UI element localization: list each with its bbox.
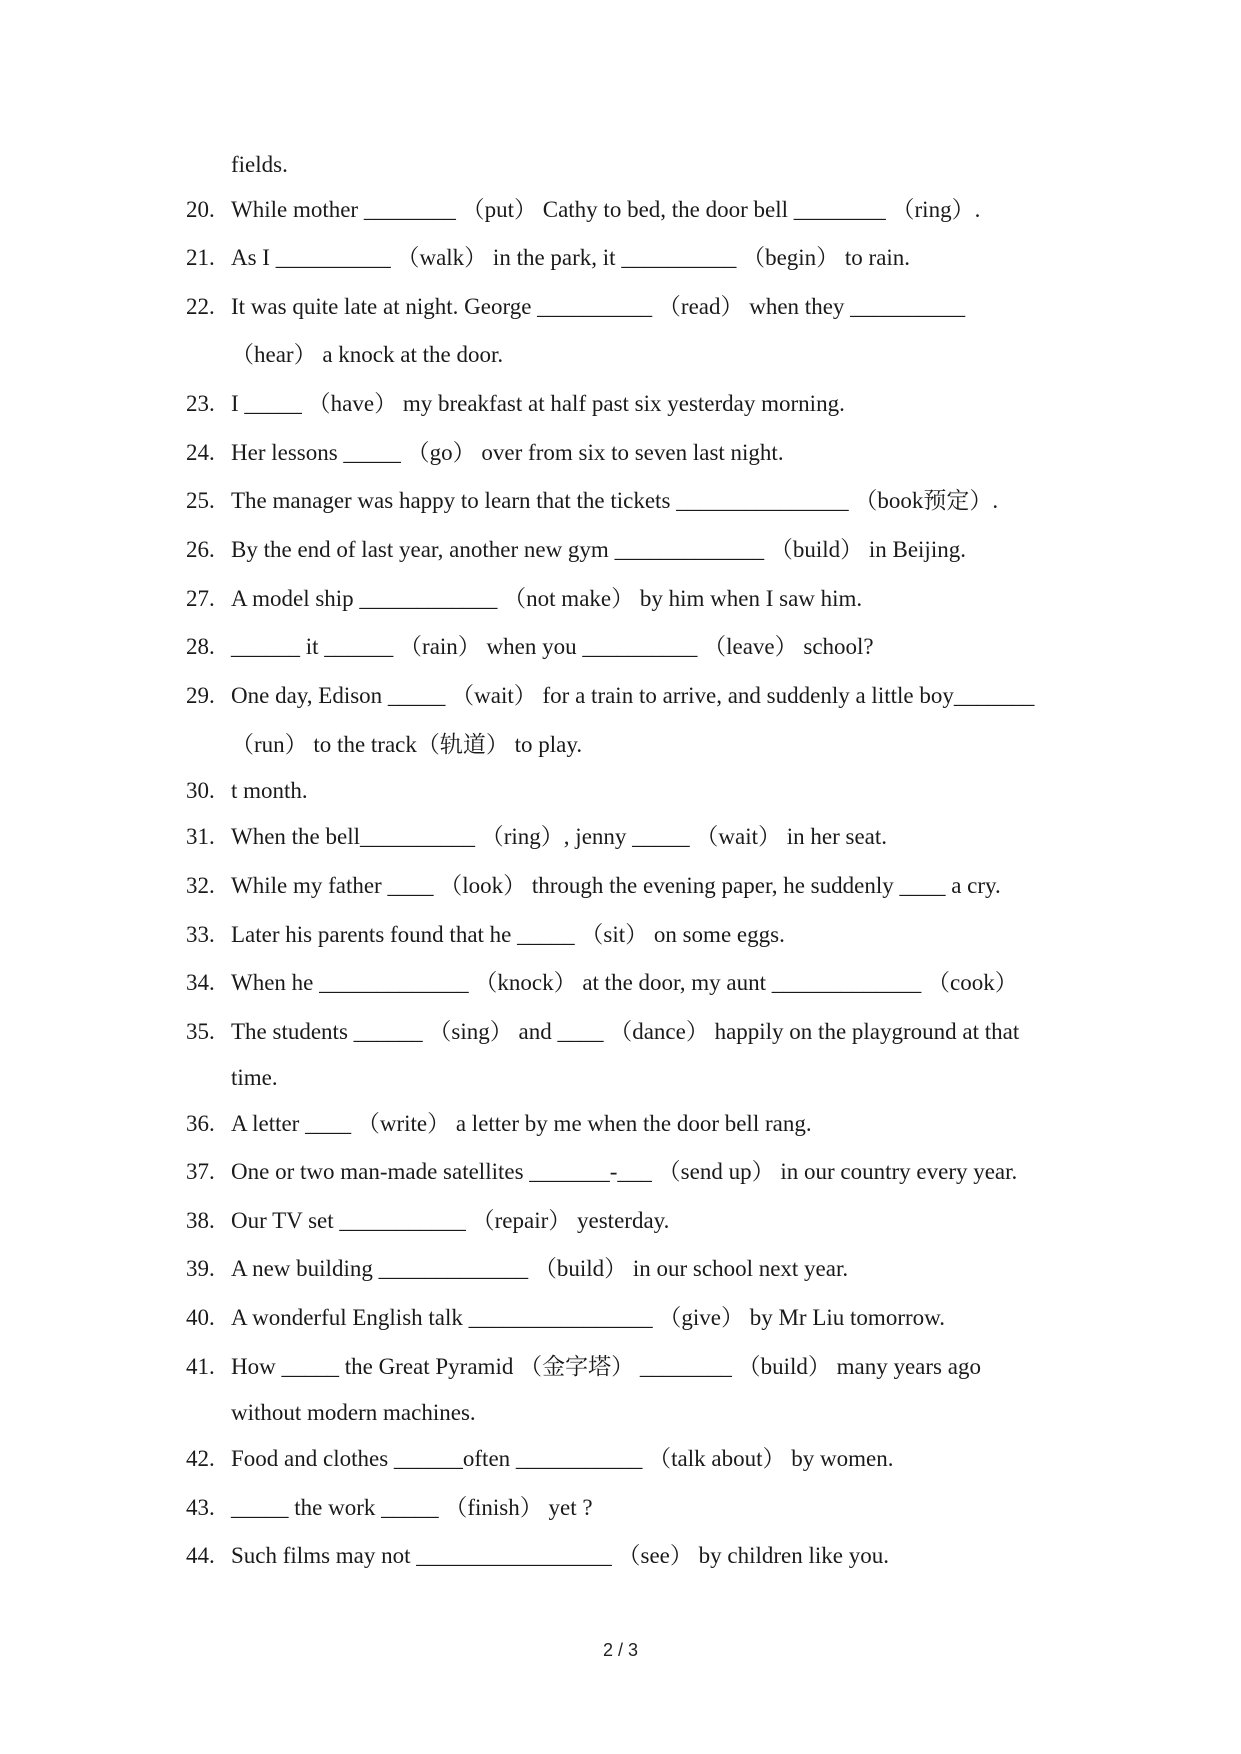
question-text: _____ the work _____ （finish） yet ? bbox=[231, 1495, 593, 1520]
question-text: fields. bbox=[231, 152, 288, 177]
question-text: time. bbox=[231, 1065, 278, 1090]
question-number: 28. bbox=[186, 634, 215, 659]
question-number: 40. bbox=[186, 1305, 215, 1330]
question-number: 34. bbox=[186, 970, 215, 995]
question-number: 27. bbox=[186, 586, 215, 611]
question-number: 24. bbox=[186, 440, 215, 465]
question-text: Later his parents found that he _____ （sit） on some eggs. bbox=[231, 922, 785, 947]
question-number: 30. bbox=[186, 778, 215, 803]
question-number: 29. bbox=[186, 683, 215, 708]
question-number: 21. bbox=[186, 245, 215, 270]
question-number: 23. bbox=[186, 391, 215, 416]
question-text: （hear） a knock at the door. bbox=[231, 342, 504, 367]
question-text: I _____ （have） my breakfast at half past six yesterday morning. bbox=[231, 391, 845, 416]
question-number: 42. bbox=[186, 1446, 215, 1471]
question-text: A model ship ____________ （not make） by him when I saw him. bbox=[231, 586, 863, 611]
question-text: ______ it ______ （rain） when you __________ （leave） school? bbox=[231, 634, 874, 659]
question-number: 43. bbox=[186, 1495, 215, 1520]
question-text: One day, Edison _____ （wait） for a train to arrive, and suddenly a little boy_______ bbox=[231, 683, 1035, 708]
question-text: As I __________ （walk） in the park, it __________ （begin） to rain. bbox=[231, 245, 911, 270]
question-number: 37. bbox=[186, 1159, 215, 1184]
question-number: 25. bbox=[186, 488, 215, 513]
question-text: without modern machines. bbox=[231, 1400, 476, 1425]
question-text: A wonderful English talk ________________ （give） by Mr Liu tomorrow. bbox=[231, 1305, 945, 1330]
question-number: 33. bbox=[186, 922, 215, 947]
question-text: How _____ the Great Pyramid （金字塔） ________ （build） many years ago bbox=[231, 1354, 981, 1379]
question-text: While mother ________ （put） Cathy to bed, the door bell ________ （ring）. bbox=[231, 197, 981, 222]
question-text: Her lessons _____ （go） over from six to seven last night. bbox=[231, 440, 784, 465]
question-number: 26. bbox=[186, 537, 215, 562]
question-number: 20. bbox=[186, 197, 215, 222]
question-number: 44. bbox=[186, 1543, 215, 1568]
question-text: The manager was happy to learn that the tickets _______________ （book预定）. bbox=[231, 488, 999, 513]
question-text: While my father ____ （look） through the evening paper, he suddenly ____ a cry. bbox=[231, 873, 1001, 898]
question-text: t month. bbox=[231, 778, 308, 803]
question-number: 41. bbox=[186, 1354, 215, 1379]
question-number: 38. bbox=[186, 1208, 215, 1233]
question-text: When he _____________ （knock） at the door, my aunt _____________ （cook） bbox=[231, 970, 1018, 995]
question-number: 32. bbox=[186, 873, 215, 898]
question-text: Our TV set ___________ （repair） yesterday. bbox=[231, 1208, 670, 1233]
page-number: 2 / 3 bbox=[602, 1640, 639, 1660]
question-text: When the bell__________ （ring）, jenny _____ （wait） in her seat. bbox=[231, 824, 888, 849]
question-text: Food and clothes ______often ___________ （talk about） by women. bbox=[231, 1446, 894, 1471]
question-text: It was quite late at night. George __________ （read） when they __________ bbox=[231, 294, 966, 319]
question-text: A letter ____ （write） a letter by me when the door bell rang. bbox=[231, 1111, 812, 1136]
question-number: 31. bbox=[186, 824, 215, 849]
question-number: 39. bbox=[186, 1256, 215, 1281]
question-text: By the end of last year, another new gym _____________ （build） in Beijing. bbox=[231, 537, 966, 562]
question-text: A new building _____________ （build） in our school next year. bbox=[231, 1256, 849, 1281]
question-number: 36. bbox=[186, 1111, 215, 1136]
question-text: Such films may not _________________ （see） by children like you. bbox=[231, 1543, 889, 1568]
question-number: 22. bbox=[186, 294, 215, 319]
question-text: The students ______ （sing） and ____ （dance） happily on the playground at that bbox=[231, 1019, 1020, 1044]
question-text: One or two man-made satellites _______-___ （send up） in our country every year. bbox=[231, 1159, 1018, 1184]
question-text: （run） to the track（轨道） to play. bbox=[231, 732, 583, 757]
question-number: 35. bbox=[186, 1019, 215, 1044]
